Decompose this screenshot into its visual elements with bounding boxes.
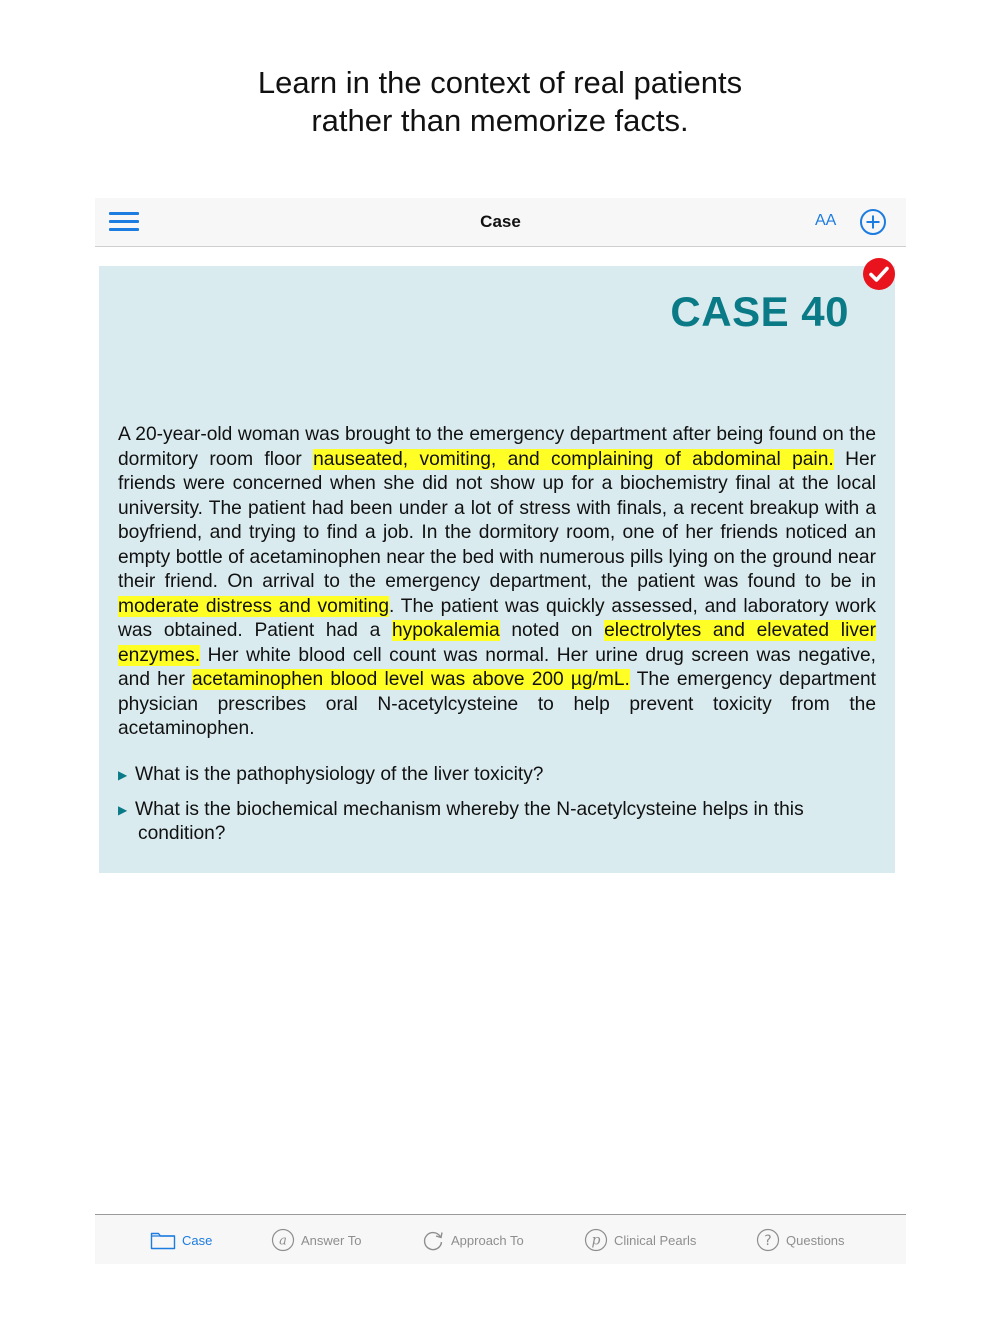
headline-line-2: rather than memorize facts. [311,103,689,138]
navigation-bar [95,198,906,247]
triangle-bullet-icon: ▶ [118,802,128,817]
bottom-tab-bar [95,1214,906,1264]
folder-icon [150,1230,176,1250]
case-highlight[interactable]: hypokalemia [391,620,500,641]
case-highlight[interactable]: electrolytes and elevated liver enzymes. [118,620,876,666]
case-description [118,423,876,742]
triangle-bullet-icon: ▶ [118,768,128,782]
svg-text:a: a [279,1233,287,1249]
svg-text:?: ? [764,1233,772,1249]
question-text: What is the pathophysiology of the liver toxicity? [135,764,544,785]
headline [0,64,1000,140]
tab-questions[interactable] [756,1227,845,1253]
tab-label: Clinical Pearls [614,1232,697,1248]
case-highlight[interactable]: moderate distress and vomiting [118,595,390,617]
case-text-segment: . The patient was quickly assessed, and laboratory work was obtained. Patient had a [118,595,877,641]
tab-label: Approach To [451,1232,524,1248]
case-questions [118,763,878,857]
font-size-button[interactable]: AA [815,212,837,229]
tab-label: Case [182,1232,213,1248]
tab-label: Questions [786,1232,845,1248]
question-item[interactable] [118,798,878,847]
tab-answer-to[interactable] [271,1227,361,1253]
case-text-segment: A 20-year-old woman was brought to the emergency department after being found on the dormitory room floor [118,424,876,470]
tab-approach-to[interactable] [421,1227,524,1253]
case-card [99,266,895,873]
case-title: CASE 40 [670,288,849,335]
case-text-segment: Her friends were concerned when she did not show up for a biochemistry final at the local university. The patient had been under a lot of stress with finals, a recent breakup with a boyfriend, and trying to find a job. In the dormitory room, one of her friends noticed an empty bottle of acetaminophen near the bed with numerous pills lying on the ground near their friend. On arrival to the emergency department, the patient was found to be in [118,448,876,592]
question-item[interactable] [118,763,878,788]
completed-check-icon[interactable] [862,257,896,291]
question-circle-icon [756,1228,780,1252]
at-sign-icon [271,1228,295,1252]
tab-label: Answer To [301,1232,362,1248]
question-text-continued: condition? [138,823,226,844]
tab-clinical-pearls[interactable] [584,1227,696,1253]
case-text-segment: noted on [499,620,605,641]
headline-line-1: Learn in the context of real patients [257,65,743,100]
refresh-icon [421,1228,445,1252]
nav-title: Case [480,212,521,231]
p-circle-icon [584,1228,608,1252]
case-highlight[interactable]: nauseated, vomiting, and complaining of abdominal pain. [313,448,834,470]
case-text-segment: The emergency department physician prescribes oral N-acetylcysteine to help prevent toxicity from the acetaminophen. [118,669,877,739]
add-icon[interactable] [859,208,887,236]
question-text: What is the biochemical mechanism whereby the N-acetylcysteine helps in this [135,798,804,820]
case-highlight[interactable]: acetaminophen blood level was above 200 µg/mL. [192,669,630,690]
tab-case[interactable] [150,1227,212,1253]
case-text-segment: Her white blood cell count was normal. Her urine drug screen was negative, and her [118,644,876,690]
svg-text:p: p [591,1232,601,1249]
